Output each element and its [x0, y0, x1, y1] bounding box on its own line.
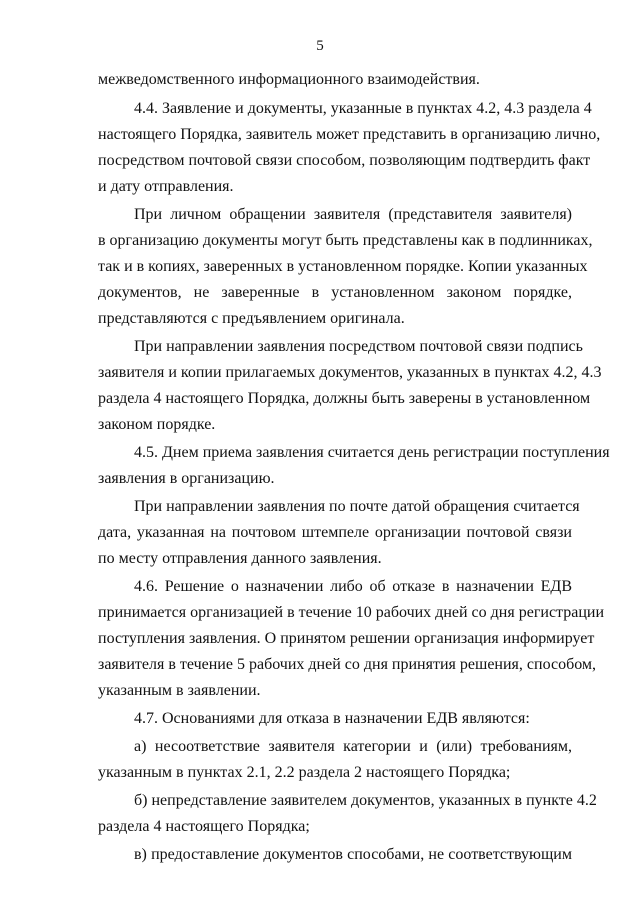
text-line: раздела 4 настоящего Порядка, должны быть заверены в установленном — [98, 390, 591, 407]
page-number: 5 — [316, 38, 324, 54]
text-line: раздела 4 настоящего Порядка; — [98, 818, 310, 835]
paragraph-4-4-line: 4.4. Заявление и документы, указанные в пунктах 4.2, 4.3 раздела 4 — [134, 100, 592, 117]
text-line: заявителя и копии прилагаемых документов, указанных в пунктах 4.2, 4.3 — [98, 364, 602, 381]
text-line: поступления заявления. О принятом решении организация информирует — [98, 630, 595, 647]
text-line: посредством почтовой связи способом, позволяющим подтвердить факт — [98, 152, 591, 169]
text-line: принимается организацией в течение 10 рабочих дней со дня регистрации — [98, 604, 605, 621]
text-line: указанным в пунктах 2.1, 2.2 раздела 2 настоящего Порядка; — [98, 764, 511, 781]
text-line: При личном обращении заявителя (представителя заявителя) — [134, 206, 572, 223]
text-line: заявления в организацию. — [98, 470, 275, 487]
text-line: в организацию документы могут быть представлены как в подлинниках, — [98, 232, 593, 249]
text-line: дата, указанная на почтовом штемпеле организации почтовой связи — [98, 524, 572, 541]
paragraph-4-7-line: 4.7. Основаниями для отказа в назначении ЕДВ являются: — [134, 710, 530, 727]
text-line: по месту отправления данного заявления. — [98, 550, 382, 567]
text-line: указанным в заявлении. — [98, 682, 261, 699]
text-line: представляются с предъявлением оригинала. — [98, 310, 405, 327]
text-line: заявителя в течение 5 рабочих дней со дня принятия решения, способом, — [98, 656, 597, 673]
paragraph-4-6-line: 4.6. Решение о назначении либо об отказе в назначении ЕДВ — [134, 578, 572, 595]
list-item-a-line: а) несоответствие заявителя категории и (или) требованиям, — [134, 738, 572, 755]
text-line: законом порядке. — [98, 416, 216, 433]
paragraph-4-5-line: 4.5. Днем приема заявления считается день регистрации поступления — [134, 444, 610, 461]
text-line: и дату отправления. — [98, 178, 234, 195]
text-line: При направлении заявления по почте датой обращения считается — [134, 498, 580, 515]
text-line: так и в копиях, заверенных в установленном порядке. Копии указанных — [98, 258, 588, 275]
text-line: документов, не заверенные в установленном законом порядке, — [98, 284, 572, 301]
list-item-b-line: б) непредставление заявителем документов, указанных в пункте 4.2 — [134, 792, 597, 809]
text-line: При направлении заявления посредством почтовой связи подпись — [134, 338, 583, 355]
list-item-v-line: в) предоставление документов способами, не соответствующим — [134, 846, 572, 863]
text-line: межведомственного информационного взаимодействия. — [98, 71, 480, 88]
text-line: настоящего Порядка, заявитель может представить в организацию лично, — [98, 126, 601, 143]
